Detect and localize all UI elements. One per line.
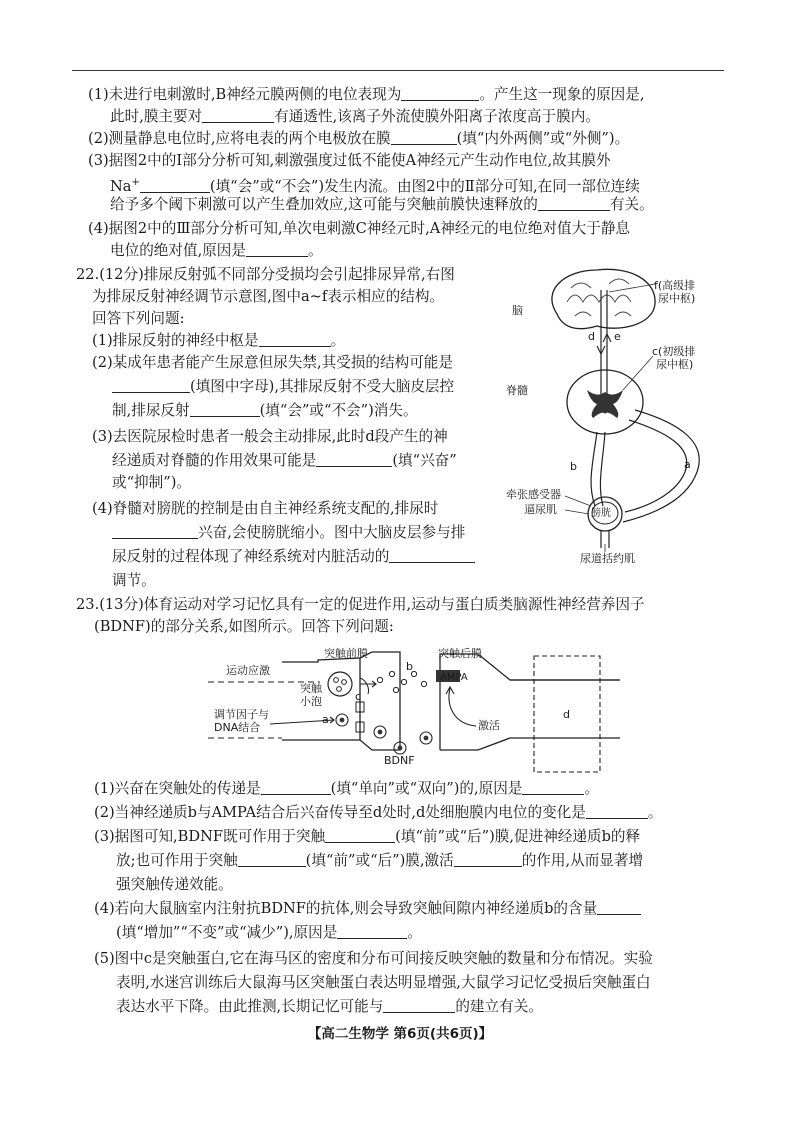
bdnf-vesicle-core [378, 730, 383, 735]
label-vesicle1: 突触 [300, 682, 322, 695]
label-bladder: 膀胱 [591, 508, 611, 519]
transmitter-dot [421, 681, 426, 686]
brain-outline [552, 269, 655, 328]
label-c2: 尿中枢) [656, 358, 694, 371]
label-vesicle2: 小泡 [300, 695, 322, 708]
q23-item2: (2)当神经递质b与AMPA结合后兴奋传导至d处时,d处细胞膜内电位的变化是 。 [94, 804, 663, 821]
postsynaptic-terminal [440, 654, 620, 750]
bdnf-vesicle-core [424, 736, 429, 741]
f-leader [609, 284, 655, 292]
q21-item3-line2: Na+ (填“会”或“不会”)发生内流。由图2中的Ⅱ部分可知,在同一部位连续 [110, 177, 640, 195]
bdnf-vesicle-core [340, 718, 345, 723]
vesicle-dot-2 [342, 680, 347, 685]
q23-item5-line3: 表达水平下降。由此推测,长期记忆可能与 的建立有关。 [116, 998, 543, 1015]
label-brain: 脑 [512, 304, 523, 317]
label-e: e [614, 330, 621, 343]
label-bdnf: BDNF [384, 754, 415, 767]
q23-item5-line1: (5)图中c是突触蛋白,它在海马区的密度和分布可间接反映突触的数量和分布情况。实验 [94, 950, 653, 967]
label-detrusor: 逼尿肌 [524, 503, 557, 516]
q22-item3-line1: (3)去医院尿检时患者一般会主动排尿,此时d段产生的神 [92, 428, 448, 445]
label-c: c [355, 690, 362, 703]
q23-item4-line2: (填“增加”“不变”或“减少”),原因是 。 [116, 924, 422, 941]
q21-item2: (2)测量静息电位时,应将电表的两个电极放在膜 (填“内外两侧”或“外侧”)。 [88, 130, 630, 147]
q22-item2-line3: 制,排尿反射 (填“会”或“不会”)消失。 [112, 402, 418, 419]
label-presynaptic: 突触前膜 [324, 647, 368, 660]
q22-item4-line1: (4)脊髓对膀胱的控制是由自主神经系统支配的,排尿时 [92, 500, 439, 517]
q22-item1: (1)排尿反射的神经中枢是 。 [92, 332, 346, 349]
gray-matter [587, 390, 623, 418]
transmitter-dot [393, 687, 398, 692]
label-ampa: AMPA [440, 672, 468, 683]
q21-item3-line1: (3)据图2中的Ⅰ部分分析可知,刺激强度过低不能使A神经元产生动作电位,故其膜外 [88, 152, 611, 169]
label-d: d [588, 330, 595, 343]
vesicle-dot-3 [337, 687, 342, 692]
vesicle-dot-1 [334, 678, 339, 683]
answer-blank[interactable] [190, 402, 260, 417]
answer-blank[interactable] [337, 924, 407, 939]
nerve-b [591, 432, 597, 506]
reflex-arc-diagram [505, 262, 725, 567]
q22-stem-line3: 回答下列问题: [92, 310, 185, 327]
answer-blank[interactable] [522, 780, 584, 795]
q21-item3-line3: 给予多个阈下刺激可以产生叠加效应,这可能与突触前膜快速释放的 有关。 [110, 196, 654, 213]
q23-item3-line3: 强突触传递效能。 [116, 876, 233, 893]
q23-item3-line2: 放;也可作用于突触 (填“前”或“后”)膜,激活 的作用,从而显著增 [116, 852, 644, 869]
label-exercise: 运动应激 [226, 664, 270, 677]
label-sphincter: 尿道括约肌 [580, 552, 635, 565]
answer-blank[interactable] [112, 378, 190, 393]
activation-arrow [446, 687, 476, 726]
answer-blank[interactable] [259, 332, 331, 347]
q22-item4-line2: 兴奋,会使膀胱缩小。图中大脑皮层参与排 [112, 524, 465, 542]
label-b: b [570, 460, 577, 473]
q23-item4-line1: (4)若向大鼠脑室内注射抗BDNF的抗体,则会导致突触间隙内神经递质b的含量 [94, 900, 641, 918]
synaptic-vesicle [328, 672, 352, 696]
label-a: a [322, 713, 329, 726]
label-f1: f(高级排 [654, 279, 696, 292]
label-a: a [684, 458, 691, 471]
q21-item4-line2: 电位的绝对值,原因是 。 [110, 242, 323, 259]
q21-item1-line2: 此时,膜主要对 有通透性,该离子外流使膜外阳离子浓度高于膜内。 [110, 108, 600, 125]
q22-stem-line1: 22.(12分)排尿反射弧不同部分受损均会引起排尿异常,右图 [76, 266, 455, 283]
answer-blank[interactable] [325, 828, 395, 843]
transmitter-dot [401, 679, 406, 684]
q21-item1-line1: (1)未进行电刺激时,B神经元膜两侧的电位表现为 。产生这一现象的原因是, [88, 86, 645, 103]
answer-blank[interactable] [597, 900, 641, 915]
transmitter-dot [389, 671, 394, 676]
answer-blank[interactable] [586, 804, 648, 819]
brain-folds [567, 279, 631, 316]
q22-item2-line1: (2)某成年患者能产生尿意但尿失禁,其受损的结构可能是 [92, 354, 453, 371]
bdnf-vesicle-core [398, 746, 403, 751]
answer-blank[interactable] [391, 130, 457, 145]
page-footer: 【高二生物学 第6页(共6页)】 [307, 1026, 493, 1042]
label-d: d [563, 708, 570, 721]
answer-blank[interactable] [112, 524, 198, 539]
q22-stem-line2: 为排尿反射神经调节示意图,图中a~f表示相应的结构。 [92, 288, 445, 305]
answer-blank[interactable] [140, 178, 210, 193]
c-arrow [360, 678, 369, 694]
label-c1: c(初级排 [652, 345, 696, 358]
answer-blank[interactable] [261, 780, 331, 795]
answer-blank[interactable] [316, 452, 392, 467]
detrusor-leader [565, 510, 589, 514]
q22-item3-line3: 或“抑制”)。 [112, 474, 191, 491]
q22-item4-line3: 尿反射的过程体现了神经系统对内脏活动的 [112, 548, 475, 566]
q22-item2-line2: (填图中字母),其排尿反射不受大脑皮层控 [112, 378, 454, 396]
label-activate: 激活 [478, 719, 500, 732]
label-f2: 尿中枢) [658, 292, 696, 305]
nerve-b-inner [600, 432, 605, 506]
q23-item1: (1)兴奋在突触处的传递是 (填“单向”或“双向”)的,原因是 。 [94, 780, 600, 797]
q22-item3-line2: 经递质对脊髓的作用效果可能是 (填“兴奋” [112, 452, 457, 469]
stretch-leader [565, 496, 591, 506]
q22-item4-line4: 调节。 [112, 572, 156, 589]
q21-item4-line1: (4)据图2中的Ⅲ部分分析可知,单次电刺激C神经元时,A神经元的电位绝对值大于静息 [88, 220, 631, 237]
label-regulator1: 调节因子与 [214, 708, 269, 721]
answer-blank[interactable] [383, 998, 455, 1013]
transmitter-dot [377, 677, 382, 682]
label-regulator2: DNA结合 [214, 721, 261, 734]
q23-item5-line2: 表明,水迷宫训练后大鼠海马区突触蛋白表达明显增强,大鼠学习记忆受损后突触蛋白 [116, 974, 651, 991]
label-spinal: 脊髓 [506, 384, 528, 397]
answer-blank[interactable] [538, 196, 610, 211]
answer-blank[interactable] [202, 108, 274, 123]
q23-stem-line1: 23.(13分)体育运动对学习记忆具有一定的促进作用,运动与蛋白质类脑源性神经营养因子 [76, 596, 645, 613]
label-b: b [406, 660, 413, 673]
answer-blank[interactable] [454, 852, 522, 867]
q23-stem-line2: (BDNF)的部分关系,如图所示。回答下列问题: [94, 618, 394, 635]
answer-blank[interactable] [246, 242, 308, 257]
label-stretch-receptor: 牵张感受器 [506, 488, 561, 501]
header-rule [72, 70, 724, 71]
answer-blank[interactable] [238, 852, 306, 867]
label-postsynaptic: 突触后膜 [438, 647, 482, 660]
q23-item3-line1: (3)据图可知,BDNF既可作用于突触 (填“前”或“后”)膜,促进神经递质b的释 [94, 828, 641, 845]
answer-blank[interactable] [401, 86, 479, 101]
answer-blank[interactable] [389, 548, 475, 563]
